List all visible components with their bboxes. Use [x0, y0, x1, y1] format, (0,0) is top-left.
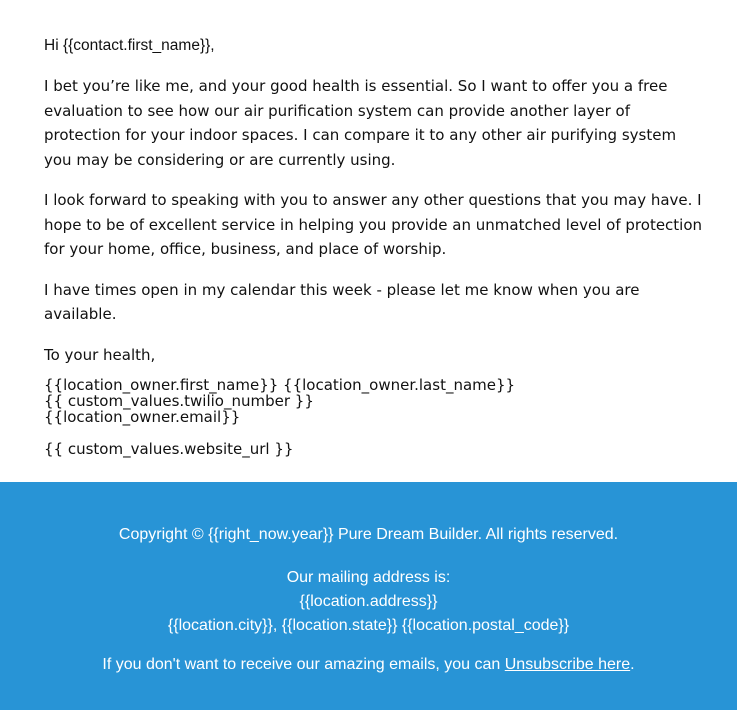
email-footer — [0, 482, 737, 710]
signoff: To your health, — [44, 345, 156, 364]
signature-email: {{location_owner.email}} — [44, 408, 241, 426]
unsubscribe-suffix: . — [630, 656, 635, 673]
paragraph-followup: I look forward to speaking with you to answer any other questions that you may have. I hope to be of excellent service in helping you provide an unmatched level of protection for your home, office, business, and place of worship. — [44, 191, 703, 258]
footer-copyright: Copyright © {{right_now.year}} Pure Dream Builder. All rights reserved. — [118, 526, 619, 543]
signature-block — [44, 377, 704, 425]
paragraph-offer: I bet you’re like me, and your good health is essential. So I want to offer you a free evaluation to see how our air purification system can provide another layer of protection for your indoor spaces. I can compare it to any other air purifying system you may be considering or are currently using. — [44, 77, 677, 169]
footer-mailing-label: Our mailing address is: — [286, 569, 451, 586]
unsubscribe-prefix: If you don't want to receive our amazing emails, you can — [102, 656, 505, 673]
footer-address: {{location.address}} — [299, 593, 438, 610]
unsubscribe-link[interactable]: Unsubscribe here — [504, 656, 631, 673]
footer-city-state-zip: {{location.city}}, {{location.state}} {{location.postal_code}} — [167, 617, 570, 634]
signature-name: {{location_owner.first_name}} {{location_owner.last_name}} — [44, 376, 516, 394]
email-body — [44, 34, 704, 462]
signature-website: {{ custom_values.website_url }} — [44, 440, 294, 458]
greeting: Hi {{contact.first_name}}, — [44, 37, 215, 54]
paragraph-availability: I have times open in my calendar this week - please let me know when you are available. — [44, 280, 640, 323]
signature-phone: {{ custom_values.twilio_number }} — [44, 392, 314, 410]
footer-unsubscribe-line — [0, 655, 737, 675]
footer-address-block — [0, 566, 737, 638]
